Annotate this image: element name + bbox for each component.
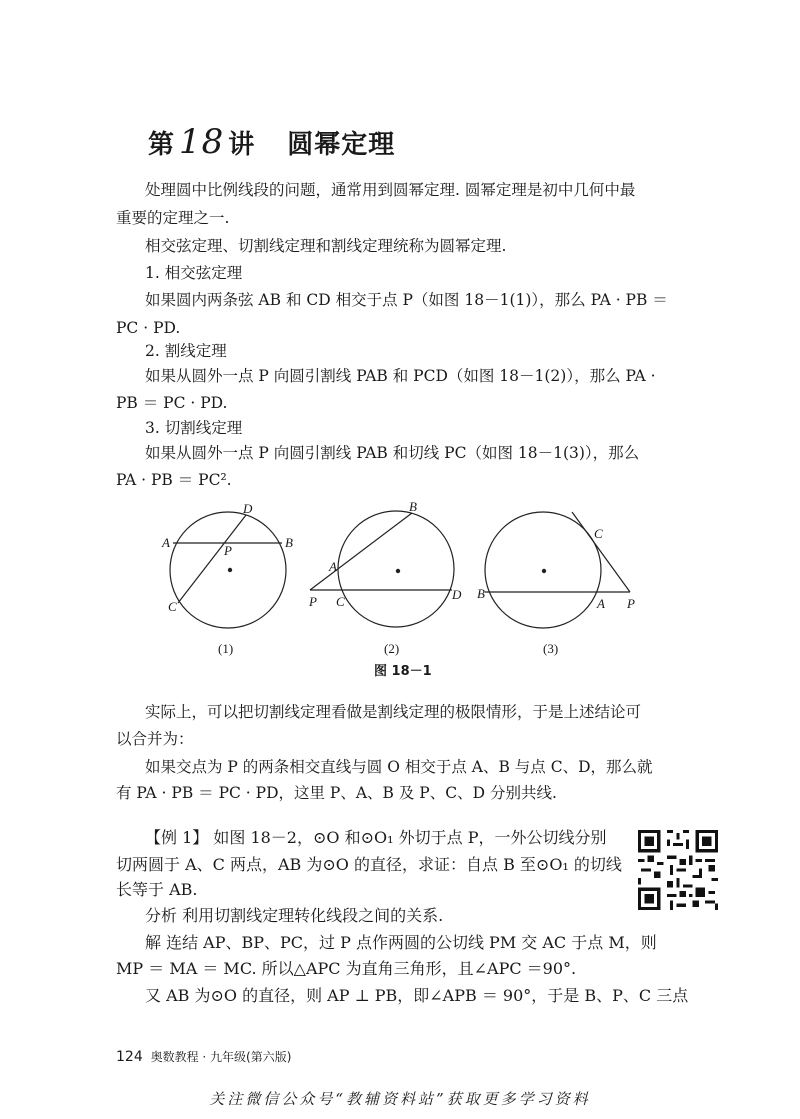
fig1-caption: (1): [218, 641, 234, 656]
example-1-solution-cont2: 又 AB 为⊙O 的直径，则 AP ⊥ PB，即∠APB ＝ 90°，于是 B、P、C 三点: [145, 986, 689, 1005]
fig1-label-A: A: [162, 535, 170, 550]
book-title: 奥数教程 · 九年级(第六版): [150, 1050, 292, 1064]
fig2-secant-PAB: [310, 513, 412, 590]
example-1-solution: 解 连结 AP、BP、PC，过 P 点作两圆的公切线 PM 交 AC 于点 M，则: [145, 933, 657, 952]
theorem-2-cont: PB ＝ PC · PD.: [116, 394, 228, 412]
paragraph-combined-theorem: 如果交点为 P 的两条相交直线与圆 O 相交于点 A、B 与点 C、D，那么就: [145, 758, 653, 776]
fig3-tangent-PC: [572, 512, 630, 592]
example-1-solution-cont: MP ＝ MA ＝ MC. 所以△APC 为直角三角形，且∠APC ＝90°.: [116, 959, 577, 978]
fig2-label-P: P: [309, 594, 317, 609]
figure-caption: 图 18－1: [374, 664, 432, 679]
fig3-center-dot: [542, 569, 546, 573]
example-1-statement: 【例 1】 如图 18－2，⊙O 和⊙O₁ 外切于点 P，一外公切线分别: [145, 828, 607, 847]
paragraph-summary: 相交弦定理、切割线定理和割线定理统称为圆幂定理.: [145, 237, 507, 255]
paragraph-remark: 实际上，可以把切割线定理看做是割线定理的极限情形，于是上述结论可: [145, 703, 642, 721]
fig2-label-D: D: [452, 587, 462, 602]
fig3-label-P: P: [627, 596, 635, 611]
example-1-analysis: 分析 利用切割线定理转化线段之间的关系.: [145, 906, 444, 925]
fig1-label-C: C: [168, 599, 177, 614]
fig2-center-dot: [396, 569, 400, 573]
theorem-3: 如果从圆外一点 P 向圆引割线 PAB 和切线 PC（如图 18－1(3)），那么: [145, 444, 640, 462]
fig2-caption: (2): [384, 641, 400, 656]
paragraph-intro: 处理圆中比例线段的问题，通常用到圆幂定理. 圆幂定理是初中几何中最: [145, 181, 636, 199]
fig3-label-C: C: [594, 526, 603, 541]
theorem-1-cont: PC · PD.: [116, 319, 181, 337]
fig2-label-B: B: [409, 499, 417, 514]
paragraph-combined-theorem-cont: 有 PA · PB ＝ PC · PD，这里 P、A、B 及 P、C、D 分别共线.: [116, 784, 557, 802]
heading-intersecting-chords: 1. 相交弦定理: [145, 264, 243, 282]
heading-tangent-secant: 3. 切割线定理: [145, 419, 243, 437]
qr-code[interactable]: [638, 830, 718, 910]
page-number: 124: [116, 1049, 143, 1065]
theorem-1: 如果圆内两条弦 AB 和 CD 相交于点 P（如图 18－1(1)），那么 PA · PB ＝: [145, 291, 668, 309]
fig2-label-A: A: [329, 559, 337, 574]
fig1-label-P: P: [224, 543, 232, 558]
lecture-name: 圆幂定理: [287, 130, 396, 160]
fig2-circle: [338, 511, 454, 627]
lecture-number: 18: [179, 122, 225, 162]
fig2-label-C: C: [336, 594, 345, 609]
paragraph-remark-cont: 以合并为：: [116, 730, 194, 748]
figure-18-1: [0, 495, 800, 660]
fig1-label-D: D: [243, 501, 253, 516]
theorem-2: 如果从圆外一点 P 向圆引割线 PAB 和 PCD（如图 18－1(2)），那么 PA ·: [145, 367, 656, 385]
fig3-label-B: B: [477, 586, 485, 601]
heading-secant: 2. 割线定理: [145, 342, 227, 360]
fig1-label-B: B: [285, 535, 293, 550]
lecture-title: 第 18 讲 圆幂定理: [148, 122, 396, 162]
fig3-label-A: A: [597, 596, 605, 611]
page-footer: [116, 1048, 291, 1065]
fig1-center-dot: [228, 568, 232, 572]
example-1-statement-cont: 切两圆于 A、C 两点，AB 为⊙O 的直径，求证：自点 B 至⊙O₁ 的切线: [116, 855, 622, 874]
paragraph-intro-cont: 重要的定理之一.: [116, 209, 230, 227]
fig3-caption: (3): [543, 641, 559, 656]
promo-banner: 关注微信公众号“教辅资料站”获取更多学习资料: [209, 1090, 591, 1108]
example-1-statement-end: 长等于 AB.: [116, 880, 198, 899]
theorem-3-cont: PA · PB ＝ PC².: [116, 471, 232, 489]
